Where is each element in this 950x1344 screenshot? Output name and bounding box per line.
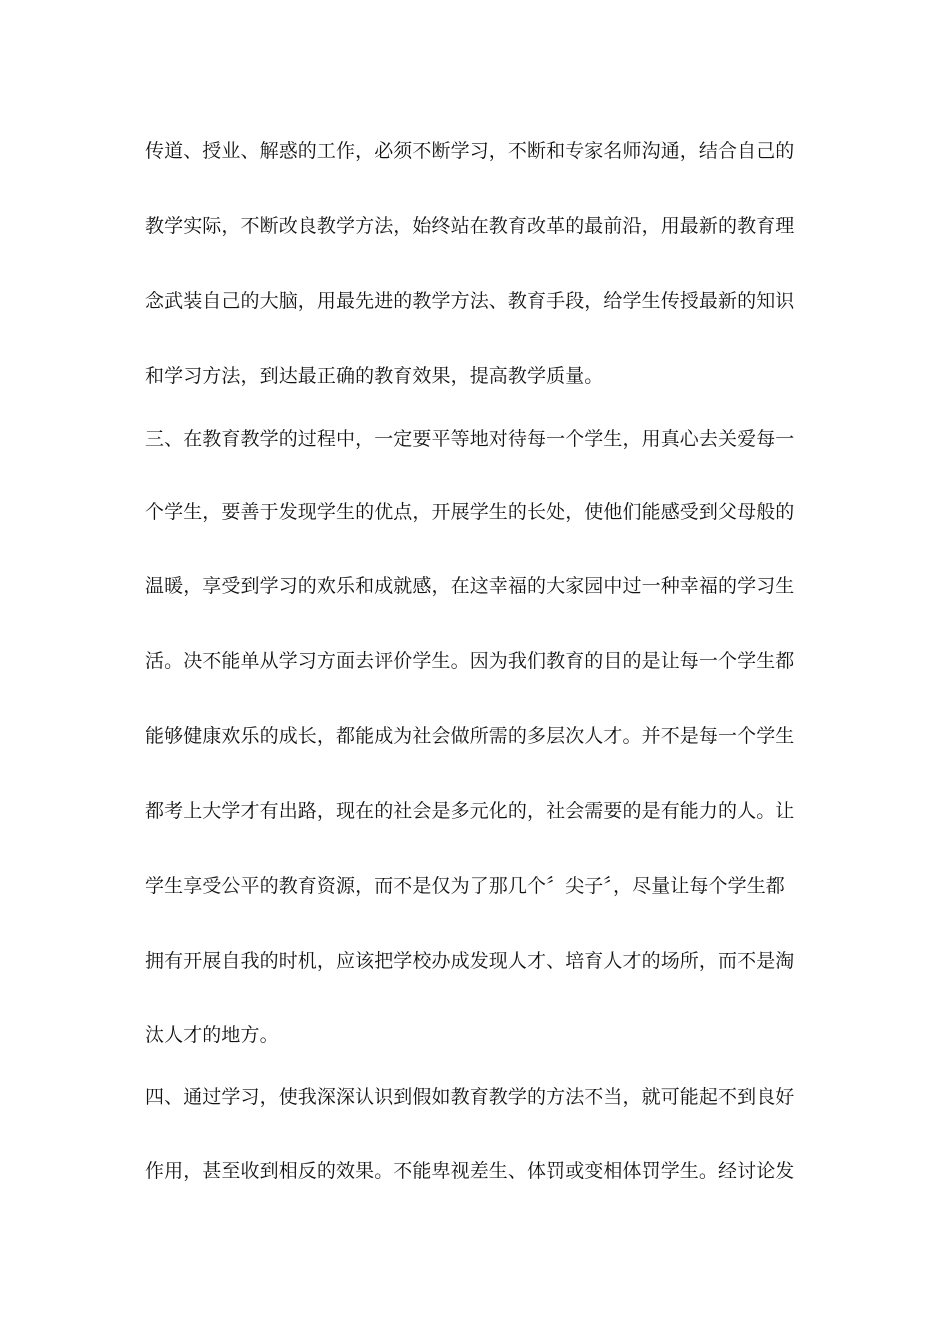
text-line: 温暖，享受到学习的欢乐和成就感，在这幸福的大家园中过一种幸福的学习生 bbox=[145, 575, 795, 597]
text-line: 和学习方法，到达最正确的教育效果，提高教学质量。 bbox=[145, 365, 604, 387]
text-line: 学生享受公平的教育资源，而不是仅为了那几个〞尖子〞，尽量让每个学生都 bbox=[145, 875, 785, 897]
text-line: 作用，甚至收到相反的效果。不能卑视差生、体罚或变相体罚学生。经讨论发 bbox=[145, 1160, 795, 1182]
text-line: 都考上大学才有出路，现在的社会是多元化的，社会需要的是有能力的人。让 bbox=[145, 800, 795, 822]
text-line: 教学实际，不断改良教学方法，始终站在教育改革的最前沿，用最新的教育理 bbox=[145, 215, 795, 237]
text-line: 能够健康欢乐的成长，都能成为社会做所需的多层次人才。并不是每一个学生 bbox=[145, 725, 795, 747]
text-line: 汰人才的地方。 bbox=[145, 1024, 279, 1046]
text-line: 拥有开展自我的时机，应该把学校办成发现人才、培育人才的场所，而不是淘 bbox=[145, 950, 795, 972]
text-line: 三、在教育教学的过程中，一定要平等地对待每一个学生，用真心去关爱每一 bbox=[145, 428, 795, 450]
text-line: 活。决不能单从学习方面去评价学生。因为我们教育的目的是让每一个学生都 bbox=[145, 650, 795, 672]
text-line: 四、通过学习，使我深深认识到假如教育教学的方法不当，就可能起不到良好 bbox=[145, 1086, 795, 1108]
text-line: 念武装自己的大脑，用最先进的教学方法、教育手段，给学生传授最新的知识 bbox=[145, 290, 795, 312]
text-line: 传道、授业、解惑的工作，必须不断学习，不断和专家名师沟通，结合自己的 bbox=[145, 140, 795, 162]
text-line: 个学生，要善于发现学生的优点，开展学生的长处，使他们能感受到父母般的 bbox=[145, 501, 795, 523]
